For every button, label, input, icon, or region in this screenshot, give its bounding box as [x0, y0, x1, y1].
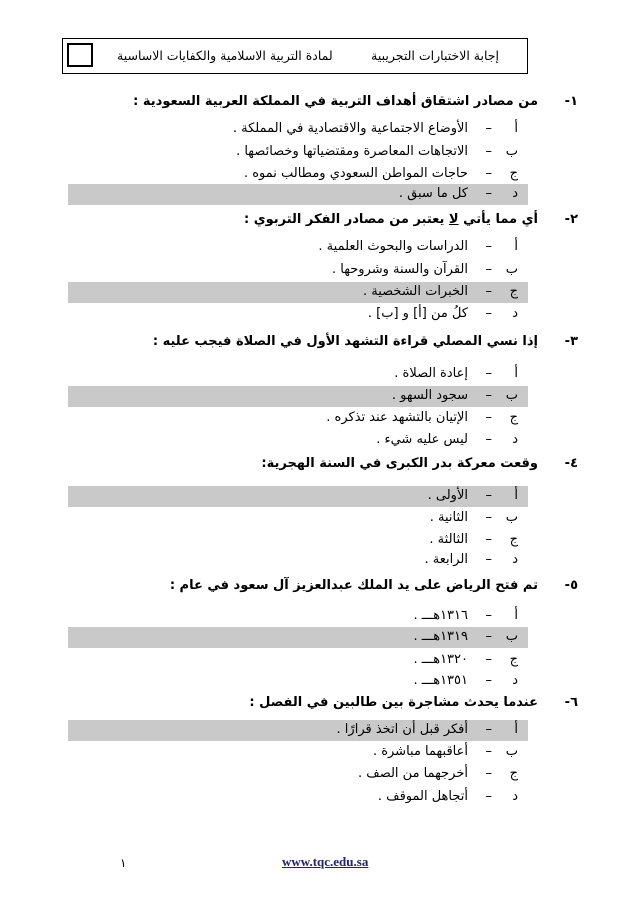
- question-text-before: أي مما يأتي: [458, 212, 538, 227]
- option-6b[interactable]: [68, 742, 528, 763]
- option-letter: ج: [509, 532, 518, 547]
- question-1: [60, 94, 578, 115]
- option-letter: ج: [509, 410, 518, 425]
- option-2a[interactable]: [68, 237, 528, 258]
- question-2: [60, 212, 578, 233]
- option-5c[interactable]: [68, 650, 528, 671]
- question-number: ٦-: [564, 695, 578, 710]
- question-number: ٣-: [564, 334, 578, 349]
- option-text: ١٣١٩هـــ .: [413, 629, 468, 644]
- option-dash: –: [485, 144, 492, 159]
- option-dash: –: [485, 284, 492, 299]
- option-1c[interactable]: [68, 164, 528, 185]
- option-text: أعاقبهما مباشرة .: [372, 744, 468, 759]
- option-dash: –: [485, 306, 492, 321]
- option-dash: –: [485, 629, 492, 644]
- option-text: أتجاهل الموقف .: [377, 789, 468, 804]
- option-6a[interactable]: [68, 720, 528, 741]
- question-text-underlined: لا: [448, 212, 459, 227]
- option-letter: د: [512, 306, 518, 321]
- option-letter: د: [512, 432, 518, 447]
- option-text: أخرجهما من الصف .: [357, 766, 468, 781]
- option-5d[interactable]: [68, 671, 528, 692]
- option-6d[interactable]: [68, 787, 528, 808]
- option-dash: –: [485, 488, 492, 503]
- option-letter: د: [512, 789, 518, 804]
- option-dash: –: [485, 366, 492, 381]
- option-dash: –: [485, 532, 492, 547]
- option-letter: ج: [509, 652, 518, 667]
- question-text: وقعت معركة بدر الكبرى في السنة الهجرية:: [261, 456, 538, 471]
- option-letter: أ: [514, 366, 518, 381]
- option-text: الثالثة .: [429, 532, 468, 547]
- option-4b[interactable]: [68, 508, 528, 529]
- option-text: الثانية .: [429, 510, 468, 525]
- question-4: [60, 456, 578, 477]
- option-letter: د: [512, 673, 518, 688]
- option-3d[interactable]: [68, 430, 528, 451]
- option-2c[interactable]: [68, 282, 528, 303]
- option-text: الأوضاع الاجتماعية والاقتصادية في المملكة .: [232, 121, 468, 136]
- option-text: سجود السهو .: [391, 388, 468, 403]
- option-letter: ب: [505, 144, 518, 159]
- option-dash: –: [485, 186, 492, 201]
- question-3: [60, 334, 578, 355]
- option-text: كلُ من [أ] و [ب] .: [367, 306, 468, 321]
- question-number: ٥-: [564, 578, 578, 593]
- option-dash: –: [485, 239, 492, 254]
- option-text: الخبرات الشخصية .: [362, 284, 468, 299]
- option-letter: أ: [514, 121, 518, 136]
- option-letter: ج: [509, 166, 518, 181]
- option-4d[interactable]: [68, 550, 528, 571]
- option-dash: –: [485, 722, 492, 737]
- option-dash: –: [485, 166, 492, 181]
- option-text: الأولى .: [427, 488, 468, 503]
- option-letter: ج: [509, 766, 518, 781]
- option-text: الرابعة .: [424, 552, 468, 567]
- option-text: الدراسات والبحوث العلمية .: [318, 239, 468, 254]
- option-dash: –: [485, 510, 492, 525]
- option-3c[interactable]: [68, 408, 528, 429]
- question-text: من مصادر اشتقاق أهداف التربية في المملكة العربية السعودية :: [133, 94, 538, 109]
- option-letter: ب: [505, 388, 518, 403]
- page-header: [62, 38, 528, 74]
- option-1a[interactable]: [68, 119, 528, 140]
- option-letter: ب: [505, 744, 518, 759]
- header-subject: لمادة التربية الاسلامية والكفايات الاساسية: [117, 48, 333, 63]
- option-1b[interactable]: [68, 142, 528, 163]
- option-dash: –: [485, 388, 492, 403]
- option-dash: –: [485, 652, 492, 667]
- question-number: ١-: [564, 94, 578, 109]
- option-5a[interactable]: [68, 606, 528, 627]
- option-dash: –: [485, 121, 492, 136]
- option-6c[interactable]: [68, 764, 528, 785]
- page-number: ١: [120, 856, 127, 870]
- header-checkbox: [67, 43, 93, 67]
- website-link[interactable]: www.tqc.edu.sa: [282, 854, 369, 869]
- option-2d[interactable]: [68, 304, 528, 325]
- option-text: ١٣١٦هـــ .: [413, 608, 468, 623]
- option-text: ليس عليه شيء .: [376, 432, 468, 447]
- option-text: الإتيان بالتشهد عند تذكره .: [326, 410, 468, 425]
- question-number: ٢-: [564, 212, 578, 227]
- option-dash: –: [485, 608, 492, 623]
- option-5b[interactable]: [68, 627, 528, 648]
- option-dash: –: [485, 789, 492, 804]
- option-dash: –: [485, 432, 492, 447]
- option-text: إعادة الصلاة .: [394, 366, 468, 381]
- question-text: [244, 212, 538, 227]
- question-text: تم فتح الرياض على يد الملك عبدالعزيز آل سعود في عام :: [169, 578, 538, 593]
- option-text: ١٣٥١هـــ .: [413, 673, 468, 688]
- option-text: القرآن والسنة وشروحها .: [332, 262, 468, 277]
- option-letter: أ: [514, 608, 518, 623]
- option-letter: أ: [514, 488, 518, 503]
- option-1d[interactable]: [68, 184, 528, 205]
- option-letter: أ: [514, 239, 518, 254]
- question-number: ٤-: [564, 456, 578, 471]
- option-letter: ب: [505, 262, 518, 277]
- option-2b[interactable]: [68, 260, 528, 281]
- option-letter: أ: [514, 722, 518, 737]
- option-letter: د: [512, 552, 518, 567]
- option-3a[interactable]: [68, 364, 528, 385]
- option-4a[interactable]: [68, 486, 528, 507]
- option-3b[interactable]: [68, 386, 528, 407]
- option-dash: –: [485, 766, 492, 781]
- option-dash: –: [485, 744, 492, 759]
- option-letter: ب: [505, 510, 518, 525]
- option-letter: د: [512, 186, 518, 201]
- option-letter: ج: [509, 284, 518, 299]
- question-5: [60, 578, 578, 599]
- option-text: الاتجاهات المعاصرة ومقتضياتها وخصائصها .: [236, 144, 468, 159]
- header-title: إجابة الاختبارات التجريبية: [371, 48, 499, 63]
- option-text: كل ما سبق .: [398, 186, 468, 201]
- option-dash: –: [485, 262, 492, 277]
- question-text-after: يعتبر من مصادر الفكر التربوي :: [243, 212, 449, 227]
- question-6: [60, 695, 578, 716]
- option-text: حاجات المواطن السعودي ومطالب نموه .: [243, 166, 468, 181]
- question-text: عندما يحدث مشاجرة بين طالبين في الفصل :: [249, 695, 538, 710]
- option-text: أفكر قبل أن اتخذ قرارًا .: [336, 722, 468, 737]
- option-dash: –: [485, 410, 492, 425]
- option-dash: –: [485, 552, 492, 567]
- option-text: ١٣٢٠هـــ .: [413, 652, 468, 667]
- option-4c[interactable]: [68, 530, 528, 551]
- option-dash: –: [485, 673, 492, 688]
- question-text: إذا نسي المصلي قراءة التشهد الأول في الصلاة فيجب عليه :: [152, 334, 538, 349]
- option-letter: ب: [505, 629, 518, 644]
